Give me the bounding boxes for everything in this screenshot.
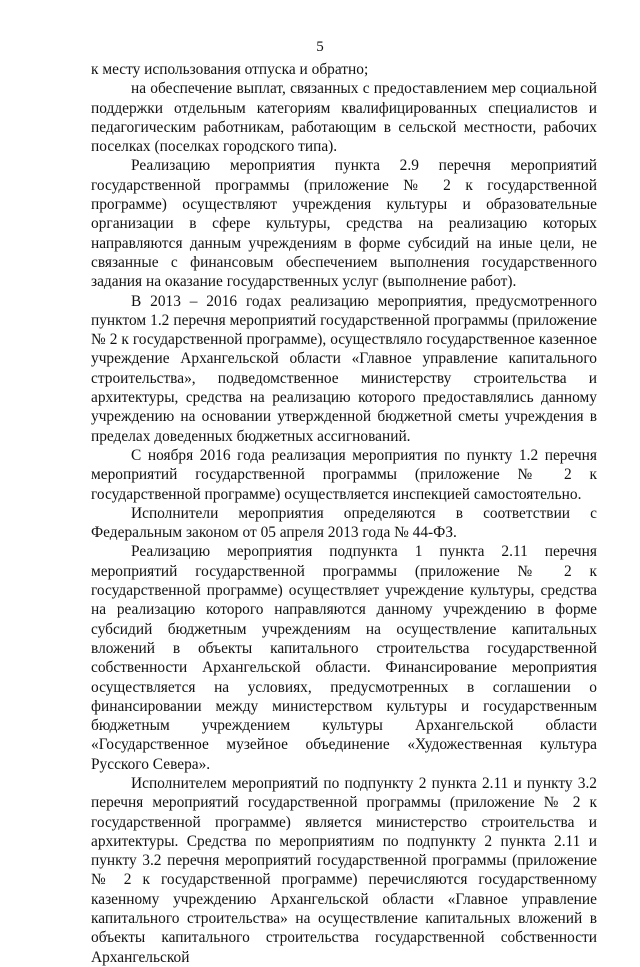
paragraph-november-2016: С ноября 2016 года реализация мероприятия по пункту 1.2 перечня мероприятий государственной программы (приложение № 2 к государственной программе) осуществляется инспекцией самостоятельно.: [91, 446, 597, 503]
paragraph-item-2-9: Реализацию мероприятия пункта 2.9 перечня мероприятий государственной программы (приложение № 2 к государственной программе) осуществляют учреждения культуры и образовательные организации в сфере культуры, средства на реализацию которых направляются данным учреждениям в форме субсидий на иные цели, не связанные с финансовым обеспечением выполнения государственного задания на оказание государственных услуг (выполнение работ).: [91, 157, 597, 291]
document-body: [91, 60, 597, 967]
paragraph-2013-2016: В 2013 – 2016 годах реализацию мероприятия, предусмотренного пунктом 1.2 перечня мероприятий государственной программы (приложение № 2 к государственной программе), осуществляло государственное казенное учреждение Архангельской области «Главное управление капитального строительства», подведомственное министерству строительства и архитектуры, средства на реализацию которого предоставлялись данному учреждению на основании утвержденной бюджетной сметы учреждения в пределах доведенных бюджетных ассигнований.: [91, 292, 597, 445]
page-number: 5: [316, 39, 324, 55]
paragraph-social-support: на обеспечение выплат, связанных с предоставлением мер социальной поддержки отдельным категориям квалифицированных специалистов и педагогическим работникам, работающим в сельской местности, рабочих поселках (поселках городского типа).: [91, 80, 597, 156]
paragraph-item-2-11-sub-1: Реализацию мероприятия подпункта 1 пункта 2.11 перечня мероприятий государственной программы (приложение № 2 к государственной программе) осуществляет учреждение культуры, средства на реализацию которого направляются данному учреждению в форме субсидий бюджетным учреждениям на осуществление капитальных вложений в объекты капитального строительства государственной собственности Архангельской области. Финансирование мероприятия осуществляется на условиях, предусмотренных в соглашении о финансировании между министерством культуры и государственным бюджетным учреждением культуры Архангельской области «Государственное музейное объединение «Художественная культура Русского Севера».: [91, 543, 597, 773]
paragraph-executors-44fz: Исполнители мероприятия определяются в соответствии с Федеральным законом от 05 апреля 2013 года № 44-ФЗ.: [91, 504, 597, 542]
paragraph-continuation: к месту использования отпуска и обратно;: [91, 61, 369, 78]
paragraph-item-2-11-sub-2: Исполнителем мероприятий по подпункту 2 пункта 2.11 и пункту 3.2 перечня мероприятий государственной программы (приложение № 2 к государственной программе) является министерство строительства и архитектуры. Средства по мероприятиям по подпункту 2 пункта 2.11 и пункту 3.2 перечня мероприятий государственной программы (приложение № 2 к государственной программе) перечисляются государственному казенному учреждению Архангельской области «Главное управление капитального строительства» на осуществление капитальных вложений в объекты капитального строительства государственной собственности Архангельской: [91, 774, 597, 966]
